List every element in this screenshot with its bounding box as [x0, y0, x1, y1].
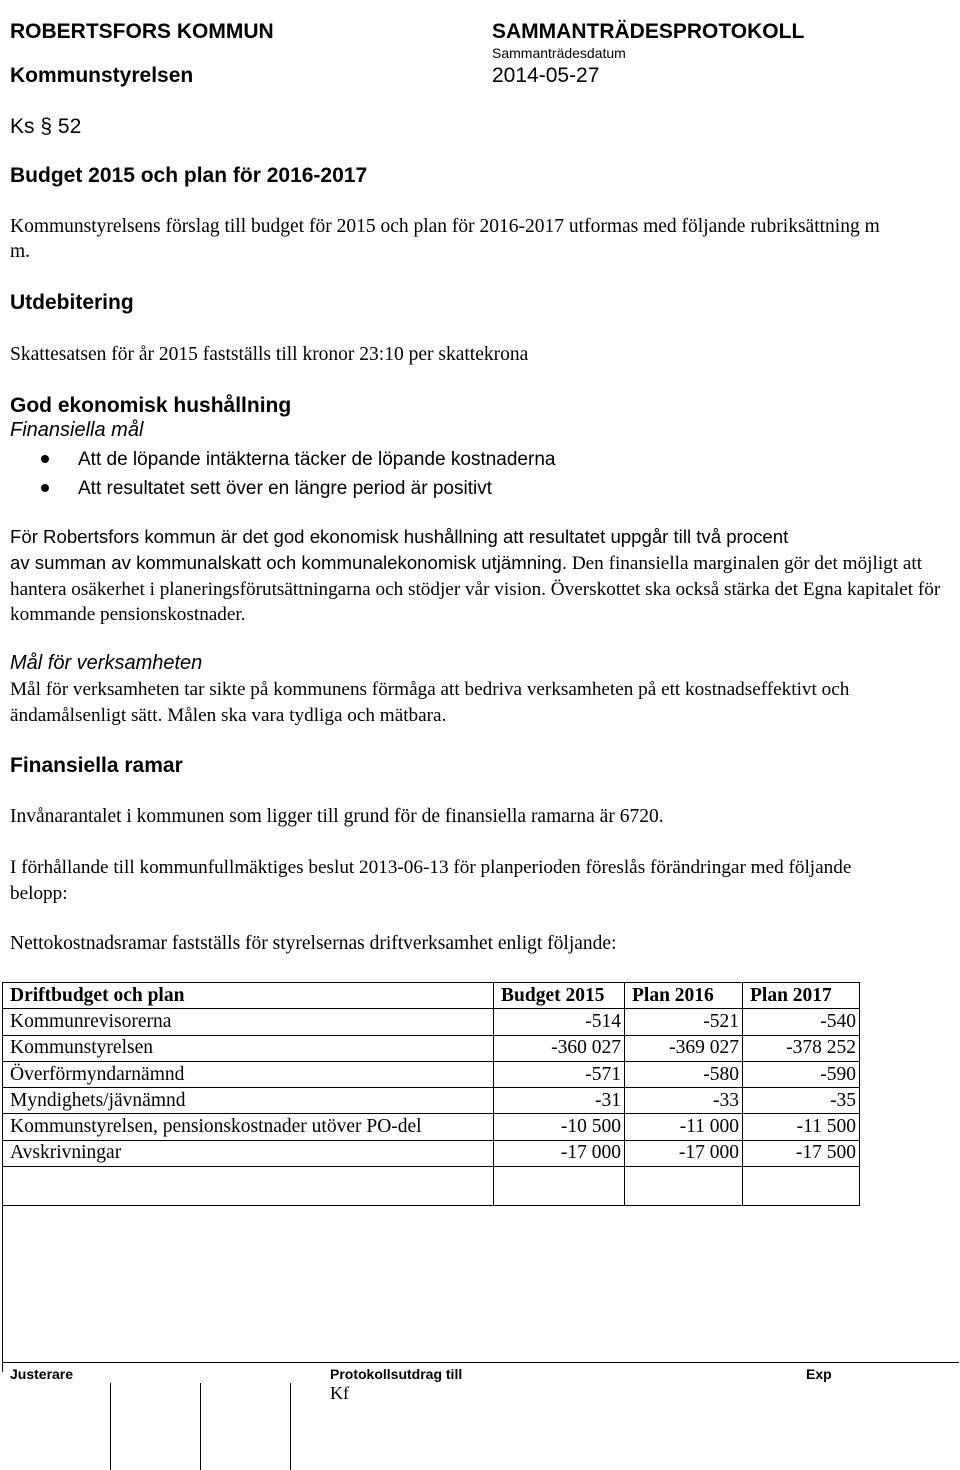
paragraph-number: 52 — [57, 115, 82, 138]
col-header: Plan 2017 — [743, 983, 860, 1009]
bullet-icon — [41, 484, 49, 492]
row-label: Avskrivningar — [3, 1140, 494, 1166]
col-header: Budget 2015 — [494, 983, 625, 1009]
table-row — [3, 1009, 860, 1035]
footer-utdrag-value: Kf — [330, 1383, 349, 1403]
footer-divider — [2, 1362, 959, 1363]
changes-text: I förhållande till kommunfullmäktiges beslut 2013-06-13 för planperioden föreslås förändringar med följande belopp: — [10, 857, 852, 904]
budget-table — [2, 982, 860, 1206]
heading-ramar: Finansiella ramar — [10, 754, 183, 777]
col-header: Plan 2016 — [625, 983, 743, 1009]
cell-plan-2017: -540 — [743, 1009, 860, 1035]
cell-plan-2016: -33 — [625, 1088, 743, 1114]
page-title: Budget 2015 och plan för 2016-2017 — [10, 164, 368, 187]
list-item: Att resultatet sett över en längre period är positivt — [38, 476, 555, 505]
cell-plan-2016: -369 027 — [625, 1035, 743, 1061]
signature-box-divider — [200, 1383, 201, 1470]
table-row — [3, 1088, 860, 1114]
tax-rate-text: Skattesatsen för år 2015 fastställs till kronor 23:10 per skattekrona — [10, 344, 529, 365]
table-row — [3, 1061, 860, 1087]
cell-plan-2017: -17 500 — [743, 1140, 860, 1166]
paragraph-id — [10, 115, 81, 139]
signature-box-divider — [110, 1383, 111, 1470]
footer-utdrag-label: Protokollsutdrag till — [330, 1366, 463, 1382]
meeting-date: 2014-05-27 — [492, 64, 600, 87]
document-type: SAMMANTRÄDESPROTOKOLL — [492, 20, 805, 43]
section-symbol: § — [40, 115, 53, 138]
cell-budget-2015: -31 — [494, 1088, 625, 1114]
date-label: Sammanträdesdatum — [492, 45, 626, 61]
cell-plan-2016: -521 — [625, 1009, 743, 1035]
cell-budget-2015: -514 — [494, 1009, 625, 1035]
footer-exp-label: Exp — [806, 1366, 832, 1382]
cell-plan-2017: -378 252 — [743, 1035, 860, 1061]
row-label: Myndighets/jävnämnd — [3, 1088, 494, 1114]
cell-budget-2015: -10 500 — [494, 1114, 625, 1140]
cell-plan-2017: -11 500 — [743, 1114, 860, 1140]
row-label: Kommunstyrelsen, pensionskostnader utöver PO-del — [3, 1114, 494, 1140]
cell-budget-2015: -17 000 — [494, 1140, 625, 1166]
net-cost-text: Nettokostnadsramar fastställs för styrelsernas driftverksamhet enligt följande: — [10, 933, 617, 954]
subheading-finansiella-mal: Finansiella mål — [10, 419, 144, 441]
cell-plan-2016: -11 000 — [625, 1114, 743, 1140]
cell-plan-2016: -17 000 — [625, 1140, 743, 1166]
cell-budget-2015: -571 — [494, 1061, 625, 1087]
list-item: Att de löpande intäkterna täcker de löpande kostnaderna — [38, 447, 555, 476]
intro-text: Kommunstyrelsens förslag till budget för 2015 och plan för 2016-2017 utformas med följande rubriksättning m m. — [10, 216, 880, 262]
row-label: Kommunrevisorerna — [3, 1009, 494, 1035]
cell-plan-2017: -590 — [743, 1061, 860, 1087]
paragraph-prefix: Ks — [10, 115, 35, 138]
row-label: Överförmyndarnämnd — [3, 1061, 494, 1087]
heading-utdebitering: Utdebitering — [10, 291, 134, 314]
ekonomi-text-line1: För Robertsfors kommun är det god ekonomisk hushållning att resultatet uppgår till två procent — [10, 526, 789, 547]
committee-name: Kommunstyrelsen — [10, 64, 194, 87]
col-header: Driftbudget och plan — [3, 983, 494, 1009]
verksamhet-text: Mål för verksamheten tar sikte på kommunens förmåga att bedriva verksamheten på ett kostnadseffektivt och ändamålsenligt sätt. Målen ska vara tydliga och mätbara. — [10, 679, 850, 726]
signature-box-divider — [290, 1383, 291, 1470]
heading-verksamhet: Mål för verksamheten — [10, 652, 203, 674]
cell-plan-2016: -580 — [625, 1061, 743, 1087]
table-row-empty — [3, 1167, 860, 1206]
bullet-icon — [41, 455, 49, 463]
ekonomi-text-rest: av summan av kommunalskatt och kommunalekonomisk utjämning. Den finansiella marginalen gör det möjligt att hantera osäkerhet i planeringsförutsättningarna och stödjer vår vision. Överskottet ska också stärka det Egna kapitalet för kommande pensionskostnader. — [10, 552, 941, 625]
cell-plan-2017: -35 — [743, 1088, 860, 1114]
financial-goals-list — [38, 447, 555, 505]
table-row — [3, 1114, 860, 1140]
table-row — [3, 1035, 860, 1061]
population-text: Invånarantalet i kommunen som ligger till grund för de finansiella ramarna är 6720. — [10, 806, 664, 827]
row-label: Kommunstyrelsen — [3, 1035, 494, 1061]
table-header-row — [3, 983, 860, 1009]
table-row — [3, 1140, 860, 1166]
heading-ekonomi: God ekonomisk hushållning — [10, 394, 292, 417]
footer-justerare-label: Justerare — [10, 1366, 74, 1382]
org-name: ROBERTSFORS KOMMUN — [10, 20, 274, 43]
cell-budget-2015: -360 027 — [494, 1035, 625, 1061]
